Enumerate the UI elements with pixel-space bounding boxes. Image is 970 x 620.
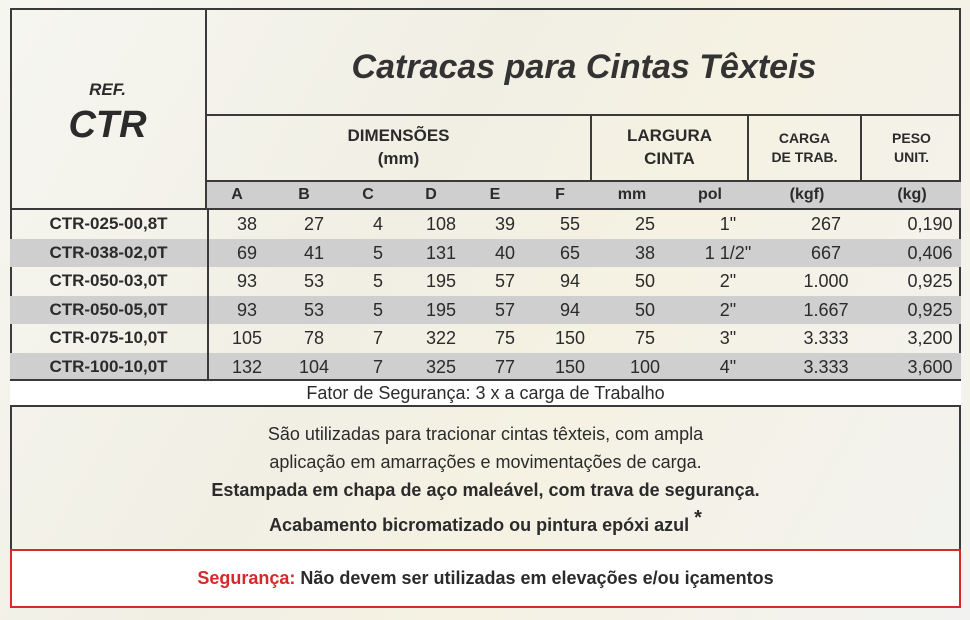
asterisk-mark: *	[694, 507, 702, 529]
table-row	[10, 353, 961, 382]
cell-ref: CTR-075-10,0T	[49, 328, 168, 347]
cell-carga: 267	[810, 214, 842, 234]
cell-ref: CTR-050-05,0T	[49, 299, 168, 319]
cell-carga: 1.000	[803, 271, 849, 291]
cell-ref: CTR-038-02,0T	[49, 242, 168, 262]
subheader-row	[207, 180, 961, 208]
cell-mm: 100	[629, 356, 661, 377]
table-row	[10, 296, 961, 325]
header-largura-line1: LARGURA	[627, 126, 712, 146]
data-table	[10, 208, 961, 381]
cell-b: 78	[303, 328, 325, 348]
cell-pol: 3"	[719, 328, 737, 348]
cell-d: 131	[425, 242, 457, 263]
subheader-kg: (kg)	[897, 186, 927, 203]
header-peso-line1: PESO	[892, 130, 931, 147]
subheader-pol: pol	[698, 186, 722, 203]
cell-peso: 0,925	[907, 299, 953, 320]
description-line-2: aplicação em amarrações e movimentações de carga.	[269, 452, 702, 472]
cell-e: 39	[494, 214, 516, 234]
table-row	[10, 267, 961, 296]
ref-box	[10, 8, 207, 208]
cell-peso: 0,190	[907, 214, 953, 234]
subheader-a: A	[231, 186, 243, 203]
cell-f: 65	[559, 242, 581, 263]
subheader-d: D	[425, 186, 437, 203]
ref-label: REF.	[89, 80, 126, 99]
cell-ref: CTR-050-03,0T	[49, 271, 168, 290]
subheader-f: F	[555, 186, 565, 203]
subheader-kgf: (kgf)	[789, 186, 825, 203]
cell-f: 150	[554, 328, 586, 348]
cell-b: 53	[303, 299, 325, 320]
header-largura-line2: CINTA	[644, 149, 695, 168]
cell-peso: 0,925	[907, 271, 953, 291]
cell-b: 53	[303, 271, 325, 291]
cell-mm: 50	[634, 271, 656, 291]
cell-a: 93	[236, 271, 258, 291]
cell-b: 104	[298, 356, 330, 377]
ref-code: CTR	[68, 104, 147, 146]
safety-factor: Fator de Segurança: 3 x a carga de Trabalho	[10, 379, 961, 407]
header-largura	[592, 116, 749, 180]
cell-d: 195	[425, 299, 457, 320]
cell-a: 105	[231, 328, 263, 348]
header-dimensoes-line1: DIMENSÕES	[347, 126, 450, 146]
cell-d: 195	[425, 271, 457, 291]
header-carga-line2: DE TRAB.	[771, 149, 838, 165]
cell-peso: 3,600	[907, 356, 953, 377]
cell-f: 94	[559, 299, 581, 320]
cell-pol: 4"	[719, 356, 737, 377]
cell-c: 5	[372, 271, 383, 291]
cell-carga: 1.667	[803, 299, 849, 320]
cell-mm: 50	[634, 299, 656, 320]
cell-a: 132	[231, 356, 263, 377]
table-row	[10, 210, 961, 239]
description-line-1: São utilizadas para tracionar cintas têxteis, com ampla	[267, 424, 704, 444]
cell-peso: 0,406	[907, 242, 953, 263]
cell-d: 325	[425, 356, 457, 377]
header-peso-line2: UNIT.	[894, 149, 929, 165]
cell-pol: 1 1/2"	[704, 242, 752, 263]
title-box	[207, 8, 961, 116]
page-title: Catracas para Cintas Têxteis	[351, 48, 817, 86]
subheader-e: E	[489, 186, 501, 203]
cell-f: 94	[559, 271, 581, 291]
cell-ref: CTR-025-00,8T	[49, 214, 168, 233]
cell-a: 38	[236, 214, 258, 234]
cell-pol: 1"	[719, 214, 737, 234]
cell-a: 93	[236, 299, 258, 320]
cell-mm: 25	[634, 214, 656, 234]
cell-b: 27	[303, 214, 325, 234]
cell-d: 108	[425, 214, 457, 234]
subheader-mm: mm	[617, 186, 647, 203]
cell-e: 77	[494, 356, 516, 377]
cell-c: 5	[372, 299, 383, 320]
cell-c: 7	[372, 328, 383, 348]
cell-c: 5	[372, 242, 383, 263]
description-line-3: Estampada em chapa de aço maleável, com trava de segurança.	[211, 480, 760, 500]
description-line-4-text: Acabamento bicromatizado ou pintura epóxi azul	[269, 515, 690, 535]
cell-c: 7	[372, 356, 383, 377]
description-line-4	[10, 504, 961, 539]
header-peso	[862, 116, 961, 180]
cell-mm: 75	[634, 328, 656, 348]
table-row	[10, 324, 961, 353]
cell-ref: CTR-100-10,0T	[49, 356, 168, 376]
cell-d: 322	[425, 328, 457, 348]
header-dimensoes-line2: (mm)	[377, 149, 420, 168]
ref-column-divider	[207, 208, 209, 380]
cell-e: 57	[494, 271, 516, 291]
cell-pol: 2"	[719, 271, 737, 291]
subheader-c: C	[362, 186, 374, 203]
subheader-b: B	[298, 186, 310, 203]
safety-warning	[10, 549, 961, 608]
cell-e: 40	[494, 242, 516, 263]
cell-b: 41	[303, 242, 325, 263]
header-dimensoes	[207, 116, 592, 180]
header-carga-line1: CARGA	[778, 130, 831, 147]
cell-peso: 3,200	[907, 328, 953, 348]
cell-f: 55	[559, 214, 581, 234]
description	[10, 420, 961, 539]
safety-text: Não devem ser utilizadas em elevações e/ou içamentos	[295, 568, 774, 588]
cell-carga: 3.333	[803, 356, 849, 377]
cell-a: 69	[236, 242, 258, 263]
cell-f: 150	[554, 356, 586, 377]
cell-e: 75	[494, 328, 516, 348]
header-carga	[749, 116, 862, 180]
safety-label: Segurança:	[197, 568, 296, 588]
cell-carga: 667	[810, 242, 842, 263]
cell-pol: 2"	[719, 299, 737, 320]
cell-carga: 3.333	[803, 328, 849, 348]
table-row	[10, 239, 961, 268]
cell-mm: 38	[634, 242, 656, 263]
cell-c: 4	[372, 214, 383, 234]
cell-e: 57	[494, 299, 516, 320]
